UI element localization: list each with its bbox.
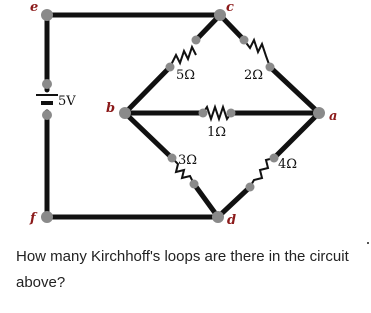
wire-a-r4 [274, 113, 319, 158]
resistor-2-ohm [244, 40, 270, 67]
node-e-dot [41, 9, 53, 21]
terminal [227, 109, 236, 118]
node-f-dot [41, 211, 53, 223]
node-label-a: a [329, 109, 338, 124]
terminal [246, 183, 255, 192]
node-label-b: b [106, 101, 116, 116]
node-d-dot [212, 211, 224, 223]
resistor-label-1: 1Ω [207, 125, 227, 140]
node-b-dot [119, 107, 131, 119]
node-c-dot [214, 9, 226, 21]
cursor-mark [367, 242, 369, 244]
node-label-f: f [30, 211, 36, 226]
node-a-dot [313, 107, 325, 119]
wire-r2-a [270, 67, 319, 113]
terminal [190, 180, 199, 189]
terminal [266, 63, 275, 72]
terminal [168, 154, 177, 163]
wire-b-r3 [125, 113, 172, 158]
terminal [199, 109, 208, 118]
node-label-d: d [227, 213, 237, 228]
resistor-4-ohm [250, 158, 274, 187]
resistor-label-5: 5Ω [176, 68, 196, 83]
terminal [240, 36, 249, 45]
resistor-label-4: 4Ω [278, 157, 298, 172]
wire-b-r5 [125, 67, 170, 113]
question-text: How many Kirchhoff's loops are there in the circuit above? [16, 248, 349, 291]
terminal [192, 36, 201, 45]
resistor-label-3: 3Ω [178, 153, 198, 168]
battery-label: 5V [58, 94, 76, 109]
resistor-label-2: 2Ω [244, 68, 264, 83]
battery-symbol [36, 79, 58, 120]
resistor-5-ohm [170, 47, 196, 67]
wire-r3-d [194, 184, 218, 217]
terminal [166, 63, 175, 72]
node-label-c: c [226, 0, 234, 15]
node-label-e: e [30, 0, 39, 15]
circuit-diagram [22, 0, 352, 235]
